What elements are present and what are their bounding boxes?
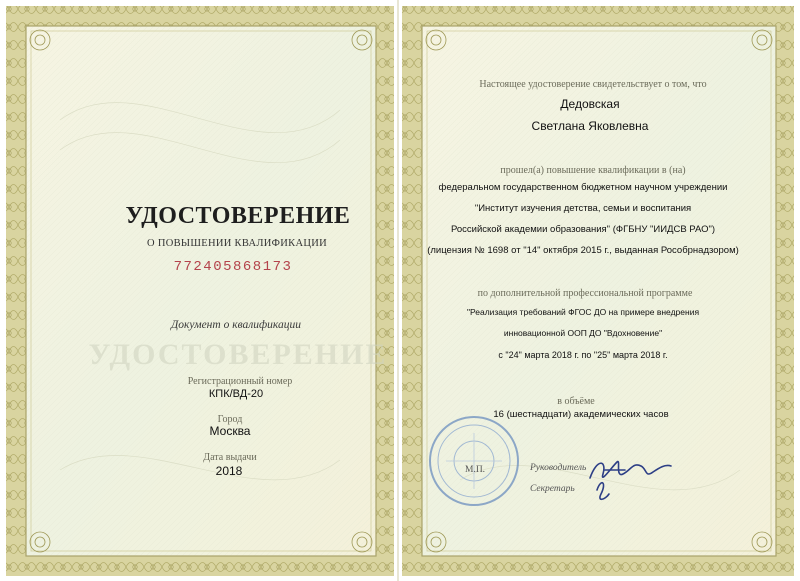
program-line-2: инновационной ООП ДО "Вдохновение" [503, 328, 663, 338]
head-signature-label: Руководитель [530, 463, 587, 473]
city-label: Город [217, 414, 243, 425]
institution-line-2: "Институт изучения детства, семьи и воспитания [474, 203, 692, 214]
certificate-title: УДОСТОВЕРЕНИЕ [125, 203, 351, 229]
certificate-subtitle: О ПОВЫШЕНИИ КВАЛИФИКАЦИИ [147, 238, 327, 249]
program-line-1: "Реализация требований ФГОС ДО на примере внедрения [466, 307, 700, 317]
watermark-title: УДОСТОВЕРЕНИЕ [88, 338, 388, 371]
stamp-place-label: М.П. [465, 465, 486, 475]
program-dates: с "24" марта 2018 г. по "25" марта 2018 г. [498, 350, 668, 360]
issue-date-value: 2018 [215, 464, 243, 478]
document-kind-label: Документ о квалификации [170, 319, 302, 331]
issue-date-label: Дата выдачи [203, 452, 257, 463]
passed-label: прошел(а) повышение квалификации в (на) [500, 165, 686, 176]
volume-value: 16 (шестнадцати) академических часов [493, 409, 669, 420]
certificate-number: 772405868173 [173, 259, 293, 275]
institution-line-1: федеральном государственном бюджетном научном учреждении [438, 182, 728, 193]
program-label: по дополнительной профессиональной программе [477, 288, 693, 299]
holder-surname: Дедовская [560, 97, 620, 111]
secretary-signature-label: Секретарь [530, 484, 575, 494]
volume-label: в объёме [557, 396, 595, 407]
registration-number-label: Регистрационный номер [187, 376, 293, 387]
institution-license: (лицензия № 1698 от "14" октября 2015 г., выданная Рособрнадзором) [427, 245, 739, 256]
registration-number-value: КПК/ВД-20 [208, 388, 264, 400]
holder-given-names: Светлана Яковлевна [531, 119, 649, 133]
institution-line-3: Российской академии образования" (ФГБНУ "ИИДСВ РАО") [450, 224, 716, 235]
intro-text: Настоящее удостоверение свидетельствует о том, что [479, 79, 707, 90]
signature-scribble [585, 448, 675, 508]
city-value: Москва [209, 424, 251, 438]
